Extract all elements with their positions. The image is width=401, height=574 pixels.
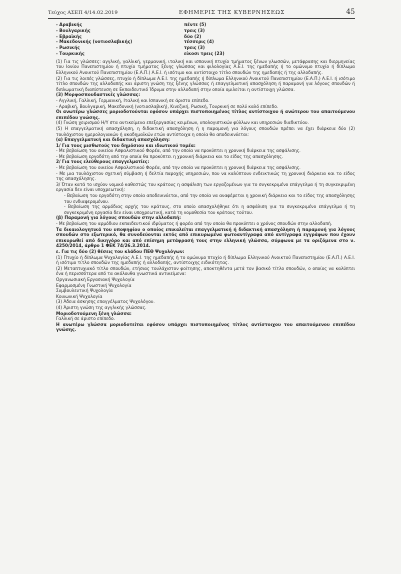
paragraph: (β) Παραμονή για λόγους σπουδών στην αλλοδαπή: (56, 216, 181, 222)
paragraph: (4) Γνώση χειρισμού Η/Υ στα αντικείμενα επεξεργασίας κειμένων, υπολογιστικών φύλλων και υπηρεσιών διαδικτύου. (56, 121, 309, 127)
language-name: - Αραβικής (56, 23, 83, 28)
paragraph: Μοριοδοτούμενη ξένη γλώσσα: (56, 311, 132, 317)
language-count: δύο (2) (184, 34, 202, 40)
language-count: πέντε (5) (184, 23, 207, 28)
paragraph: (3) Μορφοσπουδαστικές γλώσσας: (56, 93, 141, 99)
language-name: - Τουρκικής (56, 51, 85, 57)
paragraph: Γαλλική σε άριστο επίπεδο. (56, 317, 116, 323)
document-text (48, 60, 355, 334)
paragraph: (2) Μεταπτυχιακό τίτλο σπουδών, ετήσιας τουλάχιστον φοίτησης, αποκτηθέντα μετά τον βασικό τίτλο σπουδών, ο οποίος να καλύπτει ένα ή περισσότερα από τα ακόλουθα γνωστικά αντικείμενα: (56, 266, 355, 278)
paragraph: - Με βεβαίωση του αρμόδιου εκπαιδευτικού ιδρύματος ή φορέα από την οποία θα προκύπτει ο χρόνος σπουδών στην αλλοδαπή. (56, 222, 333, 227)
paragraph: Τα δικαιολογητικά του υποψηφίου ο οποίος επικαλείται επαγγελματική ή διδακτική απασχόληση ή παραμονή για λόγους σπουδών στο εξωτερικό, θα συνοδεύονται εκτός από επικυρωμένα φωτοαντίγραφα από αντίγραφα εγγράφων που έχουν επικυρωθεί από δικηγόρο και από επίσημη μετάφρασή τους στην ελληνική γλώσσα, σύμφωνα με τα οριζόμενα στο ν. 4250/2014, άρθρο 1 ΦΕΚ 74/26.3.2014. (56, 227, 355, 250)
gazette-title: ΕΦΗΜΕΡΙΣ ΤΗΣ ΚΥΒΕΡΝΗΣΕΩΣ (178, 10, 285, 16)
paragraph: (4) Άριστη γνώση της αγγλικής γλώσσας. (56, 305, 147, 311)
paragraph: (1) Για τις γλώσσες: αγγλική, γαλλική, γερμανική, ιταλική και ισπανική πτυχίο τμήματος ξένων γλωσσών, μετάφρασης και διερμηνείας του Ιονίου Πανεπιστημίου ή πτυχίο τμήματος ξένης γλώσσας και φιλολογίας Α.Ε.Ι. της ημεδαπής ή το ομώνυμο πτυχίο ή δίπλωμα Ελληνικού Ανοικτού Πανεπιστημίου (Ε.Α.Π.) Α.Ε.Ι. ή ισότιμο και αντίστοιχο τίτλο σπουδών της ημεδαπής ή της αλλοδαπής. (56, 59, 355, 76)
paragraph: - Βεβαίωση του εργοδότη στην οποία αποδεικνύεται, από την οποία να αναφέρεται η χρονική διάρκεια και το είδος της απασχόλησης του ενδιαφερομένου. (64, 194, 355, 205)
page-number: 45 (346, 8, 355, 16)
language-name: - Εβραϊκής (56, 34, 82, 40)
paragraph: Οργανωσιακή Εργασιακή Ψυχολογία (56, 277, 135, 283)
paragraph: - Αραβική, Βουλγαρική, Μακεδονική (νοτιοσλαβική), Κινεζική, Ρωσική, Τουρκική σε πολύ καλό επίπεδο. (56, 104, 279, 110)
language-count: τέσσερις (4) (184, 40, 214, 46)
language-count: είκοσι τρεις (23) (184, 51, 225, 57)
language-name: - Ρωσικής (56, 46, 80, 52)
paragraph: - Βεβαίωση της αρμόδιας αρχής του κράτους, στο οποίο απασχολήθηκε ότι η ασφάλιση για το συγκεκριμένο επάγγελμα ή τη συγκεκριμένη εργασία δεν είναι υποχρεωτική, κατά τη νομοθεσία του κράτους τούτου. (64, 205, 355, 216)
paragraph: - Με βεβαίωση εργοδότη από την οποία θα προκύπτει η χρονική διάρκεια και το είδος της απασχόλησης. (56, 154, 284, 160)
language-count: τρεις (3) (184, 28, 205, 34)
document-body (48, 23, 355, 334)
language-positions-list (56, 23, 355, 58)
paragraph: - Με μια τουλάχιστον σχετική σύμβαση ή δελτία παροχής υπηρεσιών, που να καλύπτουν ενδεικτικώς τη χρονική διάρκεια και το είδος της απασχόλησης. (56, 171, 355, 183)
issue-label: Τεύχος ΑΣΕΠ 4/14.02.2019 (48, 10, 118, 16)
paragraph: Κοινωνική Ψυχολογία (56, 294, 103, 300)
paragraph: - Με βεβαίωση του οικείου Ασφαλιστικού Φορέα, από την οποία να προκύπτει η χρονική διάρκεια της ασφάλισης. (56, 149, 301, 155)
paragraph: (2) Για τις λοιπές γλώσσες, πτυχίο ή δίπλωμα Α.Ε.Ι. της ημεδαπής ή δίπλωμα Ελληνικού Ανοικτού Πανεπιστημίου (Ε.Α.Π.) Α.Ε.Ι. ή ισότιμο τίτλο σπουδών της αλλοδαπής και άριστη γνώση της ξένης γλώσσας ή επαγγελματική απασχόληση ή παραμονή για λόγους σπουδών ή διπλωματική διαπίστευση σε Εκπαιδευτικό Ίδρυμα στην αλλοδαπή στην οποία ομιλείται η αντίστοιχη γλώσσα. (56, 76, 355, 93)
page-header (48, 6, 355, 19)
paragraph: 3/ Όταν κατά το ισχύον νομικό καθεστώς του κράτους η ασφάλιση των εργαζομένων για το συγκεκριμένο επάγγελμα ή τη συγκεκριμένη εργασία δεν είναι υποχρεωτική: (56, 182, 355, 194)
paragraph: 2/ Για τους ελεύθερους επαγγελματίες: (56, 160, 150, 166)
paragraph: (5) Η επαγγελματική απασχόληση, η διδακτική απασχόληση ή η παραμονή για λόγους σπουδών πρέπει να έχει διάρκεια δύο (2) τουλάχιστον ημερολογιακών ή ακαδημαϊκών ετών αντίστοιχα η οποία θα αποδεικνύεται: (56, 126, 355, 138)
language-count: τρεις (3) (184, 46, 205, 52)
paragraph: ε. Για τις δύο (2) θέσεις του κλάδου ΠΕΘ Ψυχολόγων: (56, 249, 185, 255)
language-name: - Βουλγαρικής (56, 28, 91, 34)
paragraph: Η ανωτέρω γλώσσα μοριοδοτείται εφόσον υπάρχει πιστοποιημένος τίτλος αντίστοιχου του απαιτούμενου επιπέδου γνώσης. (56, 322, 355, 334)
language-row (56, 52, 355, 58)
language-name: - Μακεδονικής (νοτιοσλαβικής) (56, 40, 133, 46)
paragraph: - Με βεβαίωση του οικείου Ασφαλιστικού Φορέα, από την οποία να προκύπτει η χρονική διάρκεια της ασφάλισης. (56, 166, 301, 172)
paragraph: 1/ Για τους μισθωτούς του δημόσιου και ιδιωτικού τομέα: (56, 143, 196, 149)
paragraph: Συμβουλευτική Ψυχολογία (56, 289, 113, 295)
paragraph: (α) Επαγγελματική και διδακτική απασχόληση: (56, 138, 170, 144)
paragraph: Εφαρμοσμένη Γνωστική Ψυχολογία (56, 283, 132, 289)
paragraph: Οι ανωτέρω γλώσσες μοριοδοτούνται εφόσον υπάρχει πιστοποιημένος τίτλος αντίστοιχου ή ανώτερου του απαιτούμενου επιπέδου γνώσης. (56, 110, 355, 121)
paragraph: (1) Πτυχίο ή δίπλωμα Ψυχολογίας Α.Ε.Ι. της ημεδαπής ή το ομώνυμο πτυχίο ή δίπλωμα Ελληνικού Ανοικτού Πανεπιστημίου (Ε.Α.Π.) Α.Ε.Ι. ή ισότιμο τίτλο σπουδών της ημεδαπής ή αλλοδαπής, αντίστοιχης ειδικότητας. (56, 255, 355, 267)
paragraph: - Αγγλική, Γαλλική, Γερμανική, Ιταλική και Ισπανική σε άριστο επίπεδο. (56, 98, 210, 104)
paragraph: (3) Άδεια άσκησης επαγγέλματος Ψυχολόγου. (56, 300, 155, 306)
